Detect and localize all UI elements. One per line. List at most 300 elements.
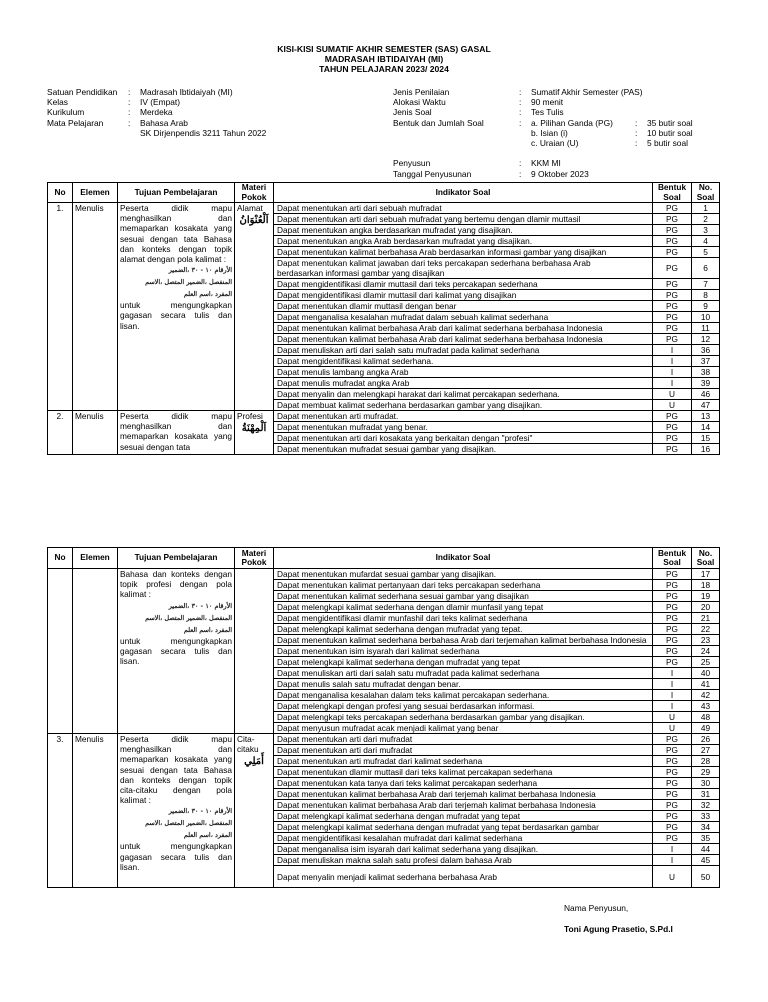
materi-arabic: اَلْمِهْنَةُ <box>241 423 267 434</box>
nomor-soal-cell: 38 <box>692 367 720 378</box>
indikator-cell <box>274 411 653 422</box>
title-line-1: KISI-KISI SUMATIF AKHIR SEMESTER (SAS) GASAL <box>277 44 491 54</box>
bentuk-soal-cell: PG <box>653 734 692 745</box>
nomor-soal-cell: 30 <box>692 778 720 789</box>
indikator-cell <box>274 789 653 800</box>
info-row <box>47 87 266 97</box>
indikator-cell <box>274 613 653 624</box>
info-right <box>393 87 693 179</box>
nomor-soal-cell: 4 <box>692 236 720 247</box>
bentuk-soal-cell: PG <box>653 745 692 756</box>
info-row <box>393 169 693 179</box>
bentuk-soal-cell: PG <box>653 312 692 323</box>
indikator-text: Dapat menentukan arti mufradat dari kalimat sederhana <box>277 756 483 766</box>
indikator-cell <box>274 624 653 635</box>
indikator-text: Dapat menentukan dlamir muttasil dengan benar <box>277 301 457 311</box>
bentuk-soal-cell: PG <box>653 444 692 455</box>
materi-arabic: أَمَلِي <box>244 756 264 767</box>
indikator-cell <box>274 312 653 323</box>
bentuk-soal-cell: PG <box>653 247 692 258</box>
indikator-text: Dapat melengkapi kalimat sederhana dengan mufradat yang tepat. <box>277 624 523 634</box>
info-colon: : <box>635 117 638 128</box>
indikator-text: Dapat melengkapi dengan profesi yang sesuai berdasarkan informasi. <box>277 701 535 711</box>
info-colon: : <box>519 117 522 128</box>
elemen-cell: Menulis <box>73 411 118 455</box>
indikator-text: Dapat menentukan kalimat berbahasa Arab dari kalimat sederhana berbahasa Indonesia <box>277 323 603 333</box>
info-key <box>393 138 519 148</box>
table-row <box>48 734 720 745</box>
indikator-cell <box>274 712 653 723</box>
tujuan-text: Peserta didik mapu menghasilkan dan memaparkan kosakata yang sesuai dengan tata Bahasa dan konteks dengan topik alamat dengan pola kalimat : <box>120 203 232 265</box>
indikator-text: Dapat membuat kalimat sederhana berdasarkan gambar yang disajikan. <box>277 400 543 410</box>
info-extra: 10 butir soal <box>647 127 693 138</box>
header-nomor: No. Soal <box>692 183 720 203</box>
bentuk-soal-cell: PG <box>653 236 692 247</box>
info-key: Kelas <box>47 97 68 108</box>
arabic-pattern: المنفصل ،الضمير المتصل ،الاسم <box>145 819 232 828</box>
indikator-cell <box>274 668 653 679</box>
info-key <box>393 148 519 158</box>
indikator-text: Dapat mengidentifikasi dlamir muttasil dari teks percakapan sederhana <box>277 279 538 289</box>
indikator-cell <box>274 323 653 334</box>
tujuan-pembelajaran-cell <box>118 569 235 734</box>
header-tujuan: Tujuan Pembelajaran <box>118 548 235 569</box>
bentuk-soal-cell: PG <box>653 613 692 624</box>
indikator-cell <box>274 811 653 822</box>
header-nomor: No. Soal <box>692 548 720 569</box>
nomor-soal-cell: 28 <box>692 756 720 767</box>
indikator-text: Dapat menentukan kalimat berbahasa Arab dari kalimat sederhana berbahasa Indonesia <box>277 334 603 344</box>
row-number-cell: 3. <box>48 734 73 888</box>
indikator-text: Dapat menulis salah satu mufradat dengan benar. <box>277 679 461 689</box>
signature-label: Nama Penyusun, <box>564 903 629 913</box>
arabic-pattern: الأرقام ١٠ - ٣٠ ،الضمير <box>168 807 232 816</box>
info-key: Satuan Pendidikan <box>47 87 118 97</box>
indikator-text: Dapat menentukan kalimat berbahasa Arab berdasarkan informasi gambar yang disajikan <box>277 247 607 257</box>
bentuk-soal-cell: PG <box>653 646 692 657</box>
bentuk-soal-cell: I <box>653 668 692 679</box>
header-tujuan: Tujuan Pembelajaran <box>118 183 235 203</box>
indikator-text: Dapat menentukan mufardat sesuai gambar yang disajikan. <box>277 569 497 579</box>
nomor-soal-cell: 27 <box>692 745 720 756</box>
info-extra: 5 butir soal <box>647 137 688 148</box>
indikator-text: Dapat menuliskan arti dari salah satu mufradat pada kalimat sederhana <box>277 668 540 678</box>
bentuk-soal-cell: PG <box>653 767 692 778</box>
indikator-cell <box>274 301 653 312</box>
table-row <box>48 569 720 580</box>
nomor-soal-cell: 1 <box>692 203 720 214</box>
indikator-cell <box>274 855 653 866</box>
indikator-cell <box>274 844 653 855</box>
info-colon <box>519 128 531 138</box>
info-left <box>47 87 266 138</box>
tujuan-text: Peserta didik mapu menghasilkan dan memaparkan kosakata yang sesuai dengan tata <box>120 411 232 452</box>
bentuk-soal-cell: I <box>653 356 692 367</box>
materi-pokok-cell <box>235 569 274 734</box>
bentuk-soal-cell: PG <box>653 833 692 844</box>
indikator-text: Dapat melengkapi teks percakapan sederhana berdasarkan gambar yang disajikan. <box>277 712 585 722</box>
bentuk-soal-cell: I <box>653 701 692 712</box>
info-key <box>47 128 128 138</box>
indikator-cell <box>274 723 653 734</box>
indikator-cell <box>274 701 653 712</box>
materi-pokok-cell <box>235 203 274 411</box>
info-row <box>393 107 693 117</box>
nomor-soal-cell: 18 <box>692 580 720 591</box>
indikator-cell <box>274 290 653 301</box>
indikator-cell <box>274 657 653 668</box>
elemen-cell <box>73 569 118 734</box>
indikator-text: Dapat menuliskan arti dari salah satu mufradat pada kalimat sederhana <box>277 345 540 355</box>
tujuan-pembelajaran-cell <box>118 734 235 888</box>
header-materi: Materi Pokok <box>235 548 274 569</box>
nomor-soal-cell: 25 <box>692 657 720 668</box>
nomor-soal-cell: 10 <box>692 312 720 323</box>
header-materi: Materi Pokok <box>235 183 274 203</box>
nomor-soal-cell: 45 <box>692 855 720 866</box>
bentuk-soal-cell: I <box>653 844 692 855</box>
nomor-soal-cell: 20 <box>692 602 720 613</box>
indikator-cell <box>274 833 653 844</box>
materi-text: Profesi <box>237 411 263 421</box>
info-key: Jenis Soal <box>393 107 432 118</box>
info-row <box>393 87 693 97</box>
nomor-soal-cell: 17 <box>692 569 720 580</box>
info-colon: : <box>519 87 522 97</box>
indikator-cell <box>274 203 653 214</box>
elemen-cell: Menulis <box>73 734 118 888</box>
indikator-text: Dapat menentukan arti dari mufradat <box>277 734 413 744</box>
info-row <box>47 118 266 128</box>
info-colon: : <box>519 107 522 118</box>
bentuk-soal-cell: PG <box>653 591 692 602</box>
nomor-soal-cell: 31 <box>692 789 720 800</box>
bentuk-soal-cell: PG <box>653 323 692 334</box>
info-key: Jenis Penilaian <box>393 87 450 97</box>
indikator-text: Dapat menentukan arti dari mufradat <box>277 745 413 755</box>
indikator-cell <box>274 389 653 400</box>
indikator-text: Dapat menyalin menjadi kalimat sederhana berbahasa Arab <box>277 871 498 882</box>
indikator-cell <box>274 800 653 811</box>
indikator-text: Dapat menentukan kata tanya dari teks kalimat percakapan sederhana <box>277 778 538 788</box>
arabic-pattern: المنفصل ،الضمير المتصل ،الاسم <box>145 613 232 622</box>
row-number-cell: 2. <box>48 411 73 455</box>
indikator-text: Dapat melengkapi kalimat sederhana dengan mufradat yang tepat berdasarkan gambar <box>277 822 599 832</box>
indikator-text: Dapat melengkapi kalimat sederhana dengan mufradat yang tepat <box>277 657 521 667</box>
info-key: Kurikulum <box>47 107 85 118</box>
indikator-text: Dapat menentukan angka berdasarkan mufradat yang disajikan. <box>277 225 513 235</box>
indikator-text: Dapat menentukan kalimat jawaban dari teks percakapan sederhana berbahasa Arab <box>277 258 591 268</box>
info-value: Tes Tulis <box>531 107 564 118</box>
indikator-cell <box>274 602 653 613</box>
info-row <box>393 97 693 107</box>
nomor-soal-cell: 6 <box>692 258 720 279</box>
bentuk-soal-cell: I <box>653 378 692 389</box>
indikator-text: Dapat menentukan arti dari sebuah mufradat <box>277 203 442 213</box>
indikator-cell <box>274 422 653 433</box>
signature-name: Toni Agung Prasetio, S.Pd.I <box>564 924 673 934</box>
info-value: 90 menit <box>531 97 564 108</box>
arabic-pattern: المفرد ،اسم العلم <box>183 290 232 299</box>
bentuk-soal-cell: PG <box>653 569 692 580</box>
indikator-text: Dapat menentukan kalimat sederhana berbahasa Arab dari terjemahan kalimat berbahasa Indonesia <box>277 635 647 645</box>
nomor-soal-cell: 24 <box>692 646 720 657</box>
info-colon <box>128 128 140 138</box>
indikator-text: Dapat menentukan angka Arab berdasarkan mufradat yang disajikan. <box>277 236 533 246</box>
header-elemen: Elemen <box>73 183 118 203</box>
indikator-text: Dapat mengidentifikasi kalimat sederhana. <box>277 356 434 366</box>
indikator-text: Dapat menuliskan makna salah satu profesi dalam bahasa Arab <box>277 855 512 865</box>
bentuk-soal-cell: U <box>653 712 692 723</box>
indikator-cell <box>274 690 653 701</box>
indikator-cell <box>274 745 653 756</box>
nomor-soal-cell: 22 <box>692 624 720 635</box>
indikator-cell <box>274 756 653 767</box>
row-number-cell: 1. <box>48 203 73 411</box>
bentuk-soal-cell: PG <box>653 214 692 225</box>
indikator-cell <box>274 279 653 290</box>
nomor-soal-cell: 11 <box>692 323 720 334</box>
nomor-soal-cell: 46 <box>692 389 720 400</box>
nomor-soal-cell: 2 <box>692 214 720 225</box>
arabic-pattern: الأرقام ١٠ - ٣٠ ،الضمير <box>168 601 232 610</box>
indikator-cell <box>274 236 653 247</box>
nomor-soal-cell: 44 <box>692 844 720 855</box>
bentuk-soal-cell: I <box>653 345 692 356</box>
indikator-text: Dapat menyusun mufradat acak menjadi kalimat yang benar <box>277 723 499 733</box>
info-value: Madrasah Ibtidaiyah (MI) <box>140 87 233 97</box>
nomor-soal-cell: 19 <box>692 591 720 602</box>
title-line-3: TAHUN PELAJARAN 2023/ 2024 <box>319 64 449 74</box>
tujuan-pembelajaran-cell <box>118 411 235 455</box>
materi-text: Alamat <box>237 203 263 213</box>
bentuk-soal-cell: U <box>653 723 692 734</box>
info-colon: : <box>519 158 522 169</box>
indikator-text: Dapat menentukan mufradat yang benar. <box>277 422 428 432</box>
indikator-text: Dapat menentukan arti dari kosakata yang berkaitan dengan "profesi" <box>277 433 533 443</box>
indikator-text: Dapat menentukan arti dari sebuah mufradat yang bertemu dengan dlamir muttasil <box>277 214 581 224</box>
info-colon: : <box>128 87 131 97</box>
nomor-soal-cell: 26 <box>692 734 720 745</box>
indikator-text: Dapat menganalisa kesalahan mufradat dalam sebuah kalimat sederhana <box>277 312 549 322</box>
nomor-soal-cell: 13 <box>692 411 720 422</box>
info-row <box>393 118 693 128</box>
bentuk-soal-cell: PG <box>653 624 692 635</box>
arabic-pattern: الأرقام ١٠ - ٣٠ ،الضمير <box>168 266 232 275</box>
info-colon <box>519 138 531 148</box>
info-row <box>393 148 693 158</box>
bentuk-soal-cell: PG <box>653 822 692 833</box>
info-value: 9 Oktober 2023 <box>531 168 589 179</box>
bentuk-soal-cell: PG <box>653 800 692 811</box>
indikator-text: Dapat menentukan mufradat sesuai gambar yang disajikan. <box>277 444 497 454</box>
indikator-cell <box>274 433 653 444</box>
nomor-soal-cell: 5 <box>692 247 720 258</box>
indikator-cell <box>274 679 653 690</box>
arabic-pattern: المفرد ،اسم العلم <box>183 831 232 840</box>
indikator-cell <box>274 356 653 367</box>
info-key: Bentuk dan Jumlah Soal <box>393 117 484 128</box>
header-bentuk: Bentuk Soal <box>653 183 692 203</box>
nomor-soal-cell: 33 <box>692 811 720 822</box>
bentuk-soal-cell: I <box>653 679 692 690</box>
tujuan-tail: untuk mengungkapkan gagasan secara tulis dan lisan. <box>120 300 232 331</box>
indikator-text: Dapat menganalisa isim isyarah dari kalimat sederhana yang disajikan. <box>277 844 539 854</box>
indikator-cell <box>274 334 653 345</box>
nomor-soal-cell: 42 <box>692 690 720 701</box>
nomor-soal-cell: 34 <box>692 822 720 833</box>
nomor-soal-cell: 49 <box>692 723 720 734</box>
indikator-cell <box>274 734 653 745</box>
tujuan-text: Bahasa dan konteks dengan topik profesi dengan pola kalimat : <box>120 569 232 600</box>
title-line-2: MADRASAH IBTIDAIYAH (MI) <box>324 54 444 64</box>
info-key: Alokasi Waktu <box>393 97 446 108</box>
info-colon: : <box>635 127 638 138</box>
indikator-cell <box>274 247 653 258</box>
tujuan-text: Peserta didik mapu menghasilkan dan memaparkan kosakata yang sesuai dengan tata Bahasa dan konteks dengan topik cita-citaku dengan pola kalimat : <box>120 734 232 806</box>
nomor-soal-cell: 29 <box>692 767 720 778</box>
arabic-pattern: المفرد ،اسم العلم <box>183 625 232 634</box>
nomor-soal-cell: 16 <box>692 444 720 455</box>
bentuk-soal-cell: PG <box>653 635 692 646</box>
indikator-cell <box>274 866 653 888</box>
bentuk-soal-cell: PG <box>653 411 692 422</box>
kisi-kisi-table-page-1 <box>47 182 720 455</box>
header-no: No <box>48 548 73 569</box>
nomor-soal-cell: 47 <box>692 400 720 411</box>
row-number-cell <box>48 569 73 734</box>
info-key: Mata Pelajaran <box>47 117 104 128</box>
kisi-kisi-table-page-2 <box>47 547 720 888</box>
info-row <box>393 128 693 138</box>
bentuk-soal-cell: PG <box>653 290 692 301</box>
nomor-soal-cell: 40 <box>692 668 720 679</box>
nomor-soal-cell: 23 <box>692 635 720 646</box>
indikator-text: Dapat menganalisa kesalahan dalam teks kalimat percakapan sederhana. <box>277 690 550 700</box>
nomor-soal-cell: 12 <box>692 334 720 345</box>
indikator-cell <box>274 635 653 646</box>
bentuk-soal-cell: U <box>653 866 692 888</box>
nomor-soal-cell: 48 <box>692 712 720 723</box>
materi-arabic: اَلْعُنْوَانُ <box>239 215 269 226</box>
info-value: a. Pilihan Ganda (PG) <box>531 117 613 128</box>
bentuk-soal-cell: PG <box>653 433 692 444</box>
table-row <box>48 411 720 422</box>
info-colon: : <box>128 107 131 118</box>
bentuk-soal-cell: PG <box>653 580 692 591</box>
header-bentuk: Bentuk Soal <box>653 548 692 569</box>
indikator-cell <box>274 822 653 833</box>
info-row <box>393 158 693 168</box>
indikator-text: Dapat melengkapi kalimat sederhana dengan mufradat yang tepat <box>277 811 521 821</box>
nomor-soal-cell: 37 <box>692 356 720 367</box>
bentuk-soal-cell: PG <box>653 778 692 789</box>
bentuk-soal-cell: PG <box>653 756 692 767</box>
elemen-cell: Menulis <box>73 203 118 411</box>
info-value: KKM MI <box>531 158 561 169</box>
nomor-soal-cell: 32 <box>692 800 720 811</box>
info-key: Tanggal Penyusunan <box>393 168 472 179</box>
indikator-cell <box>274 214 653 225</box>
info-row <box>47 128 266 138</box>
bentuk-soal-cell: PG <box>653 225 692 236</box>
info-key <box>393 128 519 138</box>
nomor-soal-cell: 15 <box>692 433 720 444</box>
bentuk-soal-cell: PG <box>653 602 692 613</box>
materi-pokok-cell <box>235 411 274 455</box>
info-row <box>47 107 266 117</box>
indikator-text: Dapat menulis lambang angka Arab <box>277 367 409 377</box>
indikator-text: Dapat menentukan kalimat pertanyaan dari teks percakapan sederhana <box>277 580 541 590</box>
nomor-soal-cell: 41 <box>692 679 720 690</box>
indikator-text: Dapat mengidentifikasi kesalahan mufradat dari kalimat sederhana <box>277 833 523 843</box>
nomor-soal-cell: 35 <box>692 833 720 844</box>
nomor-soal-cell: 39 <box>692 378 720 389</box>
nomor-soal-cell: 7 <box>692 279 720 290</box>
nomor-soal-cell: 8 <box>692 290 720 301</box>
indikator-text: Dapat menentukan isim isyarah dari kalimat sederhana <box>277 646 480 656</box>
info-value: SK Dirjenpendis 3211 Tahun 2022 <box>140 127 267 138</box>
bentuk-soal-cell: U <box>653 389 692 400</box>
indikator-cell <box>274 378 653 389</box>
indikator-cell <box>274 367 653 378</box>
indikator-text: berdasarkan informasi gambar yang disajikan <box>277 268 445 278</box>
bentuk-soal-cell: I <box>653 690 692 701</box>
indikator-text: Dapat menyalin dan melengkapi harakat dari kalimat percakapan sederhana. <box>277 389 560 399</box>
nomor-soal-cell: 3 <box>692 225 720 236</box>
bentuk-soal-cell: I <box>653 855 692 866</box>
indikator-text: Dapat menentukan kalimat sederhana sesuai gambar yang disajikan <box>277 591 529 601</box>
materi-pokok-cell <box>235 734 274 888</box>
info-value <box>531 148 635 158</box>
info-colon: : <box>128 97 131 108</box>
info-value: Merdeka <box>140 107 173 118</box>
indikator-text: Dapat melengkapi kalimat sederhana dengan dlamir munfasil yang tepat <box>277 602 544 612</box>
nomor-soal-cell: 50 <box>692 866 720 888</box>
nomor-soal-cell: 9 <box>692 301 720 312</box>
nomor-soal-cell: 21 <box>692 613 720 624</box>
info-colon: : <box>519 168 522 179</box>
indikator-cell <box>274 591 653 602</box>
indikator-text: Dapat menulis mufradat angka Arab <box>277 378 410 388</box>
bentuk-soal-cell: PG <box>653 422 692 433</box>
materi-text: Cita-citaku <box>237 734 259 754</box>
bentuk-soal-cell: U <box>653 400 692 411</box>
indikator-cell <box>274 444 653 455</box>
indikator-cell <box>274 258 653 279</box>
info-colon: : <box>128 117 131 128</box>
nomor-soal-cell: 43 <box>692 701 720 712</box>
info-colon: : <box>635 137 638 148</box>
tujuan-tail: untuk mengungkapkan gagasan secara tulis dan lisan. <box>120 635 232 667</box>
indikator-cell <box>274 400 653 411</box>
header-no: No <box>48 183 73 203</box>
table-row <box>48 203 720 214</box>
bentuk-soal-cell: PG <box>653 279 692 290</box>
indikator-text: Dapat menentukan kalimat berbahasa Arab dari terjemah kalimat berbahasa Indonesia <box>277 800 596 810</box>
info-value: Bahasa Arab <box>140 117 188 128</box>
info-row <box>47 97 266 107</box>
info-value: b. Isian (i) <box>531 127 568 138</box>
indikator-text: Dapat menentukan arti mufradat. <box>277 411 399 421</box>
header-indikator: Indikator Soal <box>274 183 653 203</box>
indikator-text: Dapat menentukan dlamir muttasil dari teks kalimat percakapan sederhana <box>277 767 553 777</box>
bentuk-soal-cell: I <box>653 367 692 378</box>
indikator-cell <box>274 569 653 580</box>
indikator-text: Dapat mengidentifikasi dlamir muttasil dari kalimat yang disajikan <box>277 290 517 300</box>
indikator-text: Dapat menentukan kalimat berbahasa Arab dari terjemah kalimat berbahasa Indonesia <box>277 789 596 799</box>
bentuk-soal-cell: PG <box>653 789 692 800</box>
